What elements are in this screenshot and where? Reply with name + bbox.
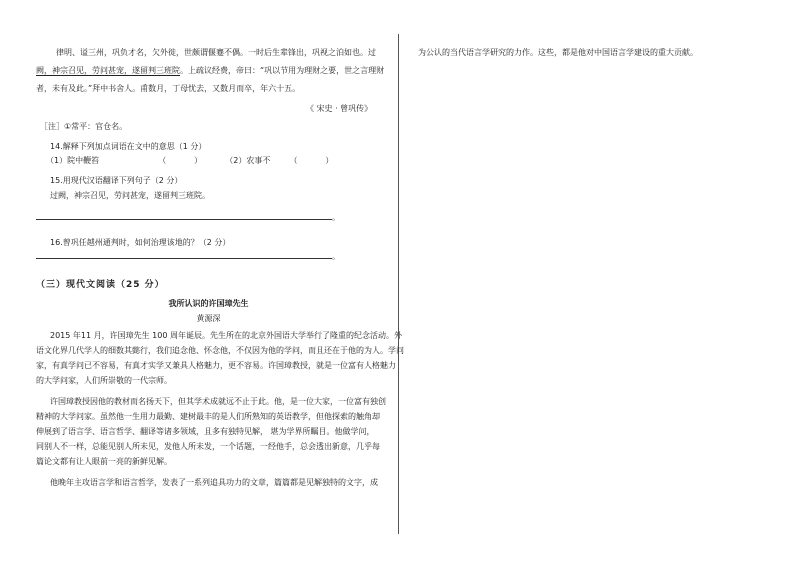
translation-sentence-underlined: 遂留判三班院 [132,66,180,75]
para2-line-4: 同别人不一样，总能见别人所未见，发他人所未发，一个话题，一经他手，总会透出新意，几乎每 [36,442,380,451]
para1-line-1: 2015 年11 月，许国璋先生 100 周年诞辰。先生所在的北京外国语大学举行了隆重的纪念活动。外 [50,331,402,340]
article-author: 黄源深 [196,314,221,323]
para2-line-2: 精神的大学问家。虽然他一生用力最勤、建树最丰的是人们所熟知的英语教学，但他探索的触角却 [36,412,380,421]
passage-line-2-b: 。上疏议经费，帝曰：“巩以节用为理财之要，世之言理财 [180,66,385,75]
passage-line-1: 律明、谥三州，巩负才名，欠外徙，世颇谓偃蹇不偶。一时后生辈锋出，巩视之泊如也。过 [56,48,376,57]
passage-line-2 [36,62,384,80]
question-14-items [46,152,333,170]
para3-line-1: 他晚年主攻语言学和语言哲学，发表了一系列追具功力的文章，篇篇都是见解独特的文字，成 [50,478,378,487]
answer-line-15[interactable] [36,219,332,220]
question-16: 16.曾巩任越州通判时，如何治理该地的？（2 分） [50,238,231,247]
passage-line-2-a: 阙，神宗召见，劳问甚宠， [36,66,132,75]
section-heading: （三）现代文阅读（25 分） [36,280,165,290]
question-14-item-1: （1）院中鞭笞 [46,156,100,165]
para2-line-3: 伸展到了语言学、语言哲学、翻译等诸多领域，且多有独特见解， 堪为学界所瞩目。他做学问， [36,427,375,436]
para2-line-1: 许国璋教授因他的教材而名扬天下，但其学术成就远不止于此。他，是一位大家，一位富有独创 [50,397,386,406]
answer-blank-2[interactable]: （ ） [289,156,334,165]
column-divider [398,34,399,534]
question-15: 15.用现代汉语翻译下列句子（2 分） [50,176,183,185]
answer-line-15-end: 。 [332,213,340,222]
para2-line-5: 篇论文都有让人眼前一亮的新鲜见解。 [36,457,172,466]
passage-line-3: 者，未有及此。”拜中书舍人。甫数月，丁母忧去，又数月而卒，年六十五。 [36,84,301,93]
para1-line-2: 语文化界几代学人的细数其懿行，我们追念他、怀念他，不仅因为他的学问，而且还在于他的为人。学问 [36,346,404,355]
passage-source: 《 宋史 · 曾巩传》 [306,104,373,113]
para1-line-4: 的大学问家，人们所崇敬的一代宗师。 [36,376,172,385]
answer-blank-1[interactable]: （ ） [158,156,203,165]
right-line-1: 为公认的当代语言学研究的力作。这些，都是他对中国语言学建设的重大贡献。 [418,48,698,57]
answer-line-16-end: 。 [332,252,340,261]
article-title: 我所认识的许国璋先生 [168,299,249,308]
para1-line-3: 家，有真学问已不容易，有真才实学又兼具人格魅力，更不容易。许国璋教授，就是一位富有人格魅力 [36,361,396,370]
annotation-note: ［注］①常平：官仓名。 [40,122,128,131]
answer-line-16[interactable] [36,258,332,259]
question-14: 14.解释下列加点词语在文中的意思（1 分） [50,142,207,151]
question-15-sentence: 过阙，神宗召见，劳问甚宠，遂留判三班院。 [50,191,210,200]
question-14-item-2: （2）农事不 [225,156,271,165]
